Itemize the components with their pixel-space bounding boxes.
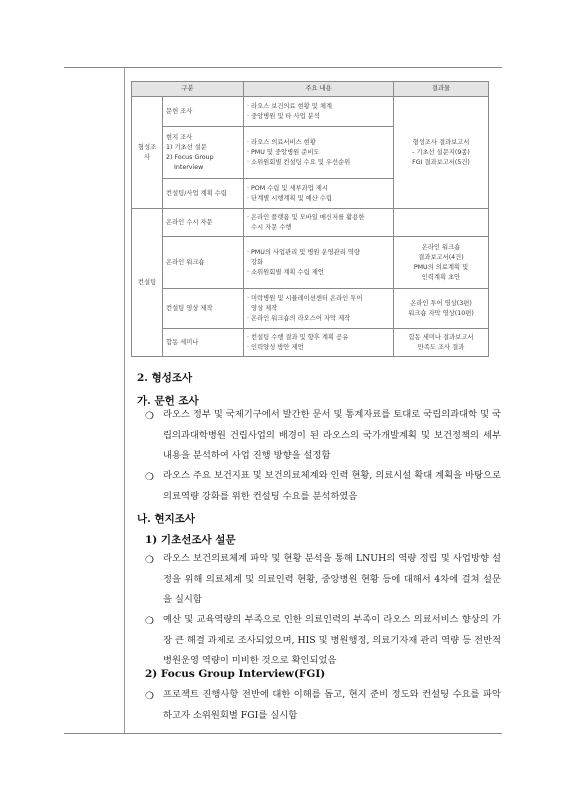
table-row [132,97,489,127]
paragraph: 프로젝트 진행사항 전반에 대한 이해를 돕고, 현지 준비 정도와 컨설팅 수요를 파악하고자 소위원회별 FGI를 실시함 [163,689,501,721]
table-header-row [132,82,489,97]
page-left-rule [124,67,125,733]
row-item: 합동 세미나 [163,329,244,357]
item-heading: 2) Focus Group Interview(FGI) [145,668,326,680]
item-heading: 1) 기초선조사 설문 [145,534,236,546]
row-item: 온라인 수시 자문 [163,209,244,237]
row-item: 문헌 조사 [163,97,244,127]
row-result: 형성조사 결과보고서 - 기초선 설문지(9종) FGI 결과보고서(5건) [394,97,489,209]
header-category: 구분 [132,82,244,97]
row-item: 온라인 워크숍 [163,237,244,289]
table-row [132,329,489,357]
row-content: · PMU의 사업관리 및 병원 운영관리 역량 강화 · 소위원회별 계획 수립 제언 [244,237,394,289]
group-label: 컨설팅 [132,209,163,357]
subsection-heading: 나. 현지조사 [137,513,196,525]
row-result: 온라인 투어 영상(3편) 워크숍 자막 영상(10편) [394,289,489,329]
bullet-icon: ❍ [145,691,154,702]
page-top-rule [64,67,502,68]
row-content: · 온라인 플랫폼 및 모바일 메신저를 활용한 수시 자문 수행 [244,209,394,237]
row-content: · 컨설팅 수행 결과 및 향후 계획 공유 · 인력양성 방안 제언 [244,329,394,357]
header-result: 결과물 [394,82,489,97]
subsection-heading: 가. 문헌 조사 [137,395,199,407]
row-content: · POM 수립 및 세부과업 제시 · 단계별 시행계획 및 예산 수립 [244,179,394,209]
row-content: · 라오스 보건의료 현황 및 체계 · 중앙병원 및 타 사업 분석 [244,97,394,127]
row-result: 온라인 워크숍 결과보고서(4건) PMU의 의료계획 및 인력계획 초안 [394,237,489,289]
summary-table [131,81,489,357]
table-row [132,209,489,237]
row-result: 합동 세미나 결과보고서 만족도 조사 결과 [394,329,489,357]
paragraph: 예산 및 교육역량의 부족으로 인한 의료인력의 부족이 라오스 의료서비스 향상의 가장 큰 해결 과제로 조사되었으며, HIS 및 병원행정, 의료기자재 관리 역량 등 전반적 병원운영 역량이 미비한 것으로 확인되었음 [163,614,501,667]
table-row [132,237,489,289]
group-label: 형성조사 [132,97,163,209]
paragraph: 라오스 정부 및 국제기구에서 발간한 문서 및 통계자료를 토대로 국립의과대학 및 국립의과대학병원 건립사업의 배경이 된 라오스의 국가개발계획 및 보건정책의 세부 내용을 분석하여 사업 진행 방향을 설정함 [163,409,501,462]
paragraph: 라오스 주요 보건지표 및 보건의료체계와 인력 현황, 의료시설 확대 계획을 바탕으로 의료역량 강화를 위한 컨설팅 수요를 분석하였음 [163,470,501,502]
row-content: · 라오스 의료서비스 현황 · PMU 및 중앙병원 준비도 · 소위원회별 컨설팅 수요 및 우선순위 [244,127,394,179]
row-item: 컨설팅/사업 계획 수립 [163,179,244,209]
bullet-icon: ❍ [145,411,154,422]
paragraph: 라오스 보건의료체계 파악 및 현황 분석을 통해 LNUH의 역량 정립 및 사업방향 설정을 위해 의료체계 및 의료인력 현황, 중앙병원 현황 등에 대해서 4차에 걸쳐 설문을 실시함 [163,553,501,606]
row-item: 컨설팅 영상 제작 [163,289,244,329]
bullet-icon: ❍ [145,555,154,566]
row-content: · 미락병원 및 시뮬레이션센터 온라인 투어 영상 제작 · 온라인 워크숍의 라오스어 자막 제작 [244,289,394,329]
bullet-icon: ❍ [145,472,154,483]
page-bottom-rule [64,733,502,734]
table-row [132,289,489,329]
section-heading: 2. 형성조사 [137,372,193,384]
row-result [394,209,489,237]
header-content: 주요 내용 [244,82,394,97]
row-item: 현지 조사 1) 기초선 설문 2) Focus Group Interview [163,127,244,179]
bullet-icon: ❍ [145,616,154,627]
